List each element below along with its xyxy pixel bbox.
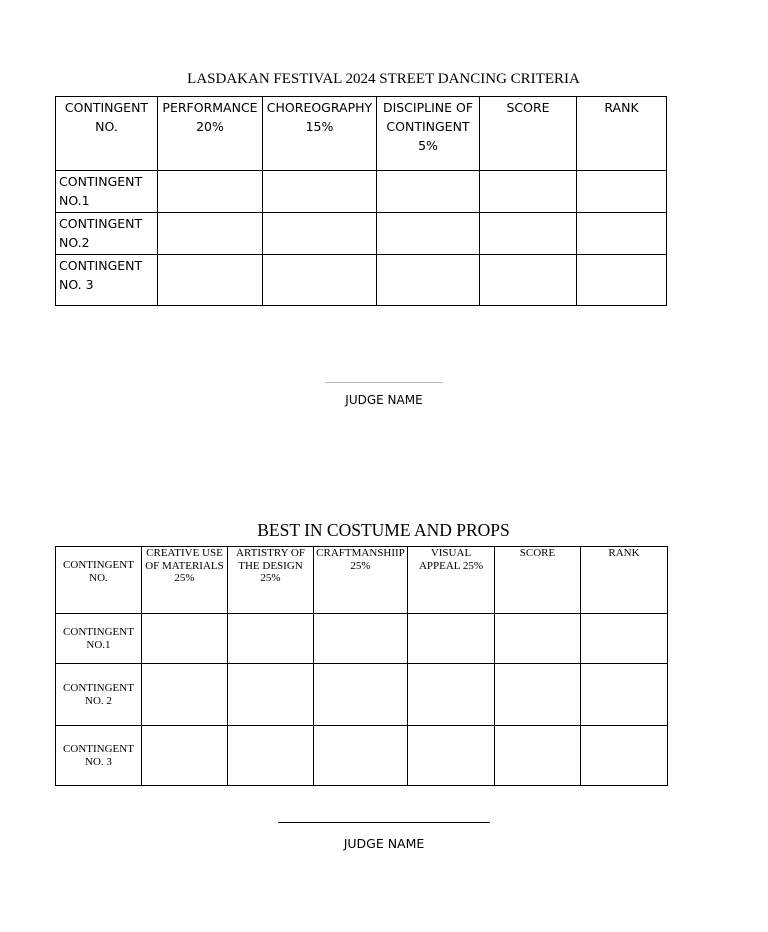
performance-cell: [158, 171, 263, 213]
judge-name-label: JUDGE NAME: [345, 393, 423, 407]
artistry-cell: [228, 726, 314, 786]
table-row: [56, 726, 668, 786]
header-performance: PERFORMANCE 20%: [158, 97, 263, 171]
judge-name-label: JUDGE NAME: [343, 836, 425, 851]
score-cell: [495, 726, 581, 786]
table-row: [56, 614, 668, 664]
street-dancing-criteria-table: [55, 96, 667, 306]
header-contingent-no: CONTINGENT NO.: [56, 97, 158, 171]
creative-cell: [142, 614, 228, 664]
header-rank: RANK: [581, 547, 668, 614]
signature-line: [278, 822, 490, 823]
header-craftsmanship: CRAFTMANSHIIP 25%: [314, 547, 408, 614]
visual-cell: [408, 664, 495, 726]
craftsmanship-cell: [314, 664, 408, 726]
row-label: CONTINGENT NO. 2: [56, 664, 142, 726]
table-row: [56, 171, 667, 213]
rank-cell: [577, 213, 667, 255]
table-row: [56, 664, 668, 726]
table-row: [56, 213, 667, 255]
header-choreography: CHOREOGRAPHY 15%: [263, 97, 377, 171]
score-cell: [480, 171, 577, 213]
performance-cell: [158, 213, 263, 255]
score-cell: [480, 255, 577, 306]
choreography-cell: [263, 213, 377, 255]
discipline-cell: [377, 213, 480, 255]
header-visual-appeal: VISUAL APPEAL 25%: [408, 547, 495, 614]
costume-props-title: BEST IN COSTUME AND PROPS: [257, 520, 510, 540]
craftsmanship-cell: [314, 614, 408, 664]
header-contingent-no: CONTINGENT NO.: [56, 547, 142, 614]
creative-cell: [142, 726, 228, 786]
craftsmanship-cell: [314, 726, 408, 786]
rank-cell: [581, 664, 668, 726]
artistry-cell: [228, 614, 314, 664]
header-rank: RANK: [577, 97, 667, 171]
table-header-row: [56, 97, 667, 171]
row-label: CONTINGENT NO.2: [56, 213, 158, 255]
rank-cell: [581, 726, 668, 786]
header-artistry: ARTISTRY OF THE DESIGN 25%: [228, 547, 314, 614]
header-score: SCORE: [480, 97, 577, 171]
row-label: CONTINGENT NO.1: [56, 614, 142, 664]
visual-cell: [408, 614, 495, 664]
table-row: [56, 255, 667, 306]
header-score: SCORE: [495, 547, 581, 614]
choreography-cell: [263, 171, 377, 213]
choreography-cell: [263, 255, 377, 306]
performance-cell: [158, 255, 263, 306]
table-header-row: [56, 547, 668, 614]
header-creative-use: CREATIVE USE OF MATERIALS 25%: [142, 547, 228, 614]
creative-cell: [142, 664, 228, 726]
discipline-cell: [377, 255, 480, 306]
artistry-cell: [228, 664, 314, 726]
signature-line: [325, 382, 443, 383]
row-label: CONTINGENT NO. 3: [56, 255, 158, 306]
street-dancing-title: LASDAKAN FESTIVAL 2024 STREET DANCING CRITERIA: [187, 71, 580, 87]
score-cell: [495, 664, 581, 726]
costume-props-table: [55, 546, 668, 786]
row-label: CONTINGENT NO.1: [56, 171, 158, 213]
rank-cell: [581, 614, 668, 664]
header-discipline: DISCIPLINE OF CONTINGENT 5%: [377, 97, 480, 171]
score-cell: [495, 614, 581, 664]
visual-cell: [408, 726, 495, 786]
rank-cell: [577, 171, 667, 213]
row-label: CONTINGENT NO. 3: [56, 726, 142, 786]
discipline-cell: [377, 171, 480, 213]
score-cell: [480, 213, 577, 255]
rank-cell: [577, 255, 667, 306]
